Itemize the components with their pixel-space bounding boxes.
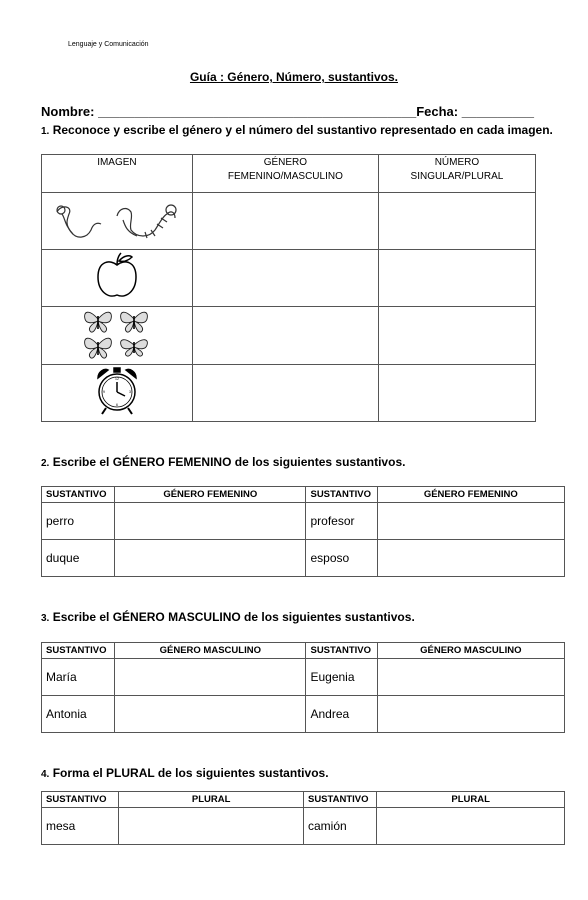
page-title: Guía : Género, Número, sustantivos. bbox=[189, 70, 399, 84]
answer-cell[interactable] bbox=[119, 808, 304, 845]
name-field[interactable]: ____________________________________________ bbox=[98, 104, 417, 119]
noun-cell: duque bbox=[42, 540, 115, 577]
numero-answer[interactable] bbox=[378, 250, 535, 307]
answer-cell[interactable] bbox=[377, 503, 564, 540]
table-row bbox=[42, 503, 565, 540]
image-cell bbox=[42, 307, 193, 365]
question-1-number: 1. bbox=[41, 126, 50, 137]
noun-cell: perro bbox=[42, 503, 115, 540]
plural-header: PLURAL bbox=[119, 792, 304, 808]
question-1 bbox=[41, 123, 553, 137]
image-cell bbox=[42, 250, 193, 307]
answer-cell[interactable] bbox=[377, 696, 564, 733]
noun-cell: Eugenia bbox=[306, 659, 377, 696]
answer-cell[interactable] bbox=[115, 659, 306, 696]
table-row bbox=[42, 540, 565, 577]
name-date-line bbox=[41, 104, 534, 119]
noun-cell: camión bbox=[303, 808, 376, 845]
question-2-text: Escribe el GÉNERO FEMENINO de los siguientes sustantivos. bbox=[52, 455, 406, 469]
question-1-text: Reconoce y escribe el género y el número del sustantivo representado en cada imagen. bbox=[52, 123, 553, 137]
svg-text:6: 6 bbox=[115, 402, 118, 407]
question-3 bbox=[41, 610, 415, 624]
genero-masculino-header: GÉNERO MASCULINO bbox=[377, 643, 564, 659]
sustantivo-header: SUSTANTIVO bbox=[303, 792, 376, 808]
answer-cell[interactable] bbox=[377, 659, 564, 696]
noun-cell: Antonia bbox=[42, 696, 115, 733]
genero-answer[interactable] bbox=[192, 307, 378, 365]
numero-answer[interactable] bbox=[378, 193, 535, 250]
sustantivo-header: SUSTANTIVO bbox=[42, 792, 119, 808]
question-2-number: 2. bbox=[41, 458, 50, 469]
alarm-clock-icon bbox=[94, 366, 140, 416]
numero-header: NÚMERO SINGULAR/PLURAL bbox=[378, 155, 535, 193]
svg-text:3: 3 bbox=[128, 389, 131, 394]
genero-answer[interactable] bbox=[192, 365, 378, 422]
genero-femenino-header: GÉNERO FEMENINO bbox=[115, 487, 306, 503]
genero-answer[interactable] bbox=[192, 250, 378, 307]
image-cell bbox=[42, 365, 193, 422]
noun-cell: María bbox=[42, 659, 115, 696]
question-3-text: Escribe el GÉNERO MASCULINO de los siguientes sustantivos. bbox=[52, 610, 415, 624]
subject-header: Lenguaje y Comunicación bbox=[68, 41, 149, 48]
noun-cell: mesa bbox=[42, 808, 119, 845]
table-row bbox=[42, 696, 565, 733]
svg-text:12: 12 bbox=[114, 376, 119, 381]
name-label: Nombre: bbox=[41, 104, 95, 119]
answer-cell[interactable] bbox=[377, 540, 564, 577]
svg-text:9: 9 bbox=[102, 389, 105, 394]
answer-cell[interactable] bbox=[115, 540, 306, 577]
noun-cell: esposo bbox=[306, 540, 377, 577]
question-4-number: 4. bbox=[41, 769, 50, 780]
image-table bbox=[41, 154, 536, 422]
sustantivo-header: SUSTANTIVO bbox=[306, 643, 377, 659]
butterflies-icon bbox=[81, 307, 153, 359]
imagen-header: IMAGEN bbox=[42, 155, 193, 193]
date-field[interactable]: __________ bbox=[461, 104, 535, 119]
numero-answer[interactable] bbox=[378, 365, 535, 422]
genero-answer[interactable] bbox=[192, 193, 378, 250]
question-4 bbox=[41, 766, 329, 780]
plural-header: PLURAL bbox=[377, 792, 565, 808]
femenino-table bbox=[41, 486, 565, 577]
noun-cell: profesor bbox=[306, 503, 377, 540]
image-cell bbox=[42, 193, 193, 250]
genero-masculino-header: GÉNERO MASCULINO bbox=[115, 643, 306, 659]
masculino-table bbox=[41, 642, 565, 733]
genero-header: GÉNERO FEMENINO/MASCULINO bbox=[192, 155, 378, 193]
table-row bbox=[42, 659, 565, 696]
answer-cell[interactable] bbox=[115, 503, 306, 540]
sustantivo-header: SUSTANTIVO bbox=[42, 487, 115, 503]
plural-table bbox=[41, 791, 565, 845]
noun-cell: Andrea bbox=[306, 696, 377, 733]
genero-femenino-header: GÉNERO FEMENINO bbox=[377, 487, 564, 503]
date-label: Fecha: bbox=[416, 104, 459, 119]
sustantivo-header: SUSTANTIVO bbox=[306, 487, 377, 503]
question-3-number: 3. bbox=[41, 613, 50, 624]
apple-icon bbox=[92, 251, 142, 301]
answer-cell[interactable] bbox=[115, 696, 306, 733]
worms-icon bbox=[47, 194, 187, 244]
numero-answer[interactable] bbox=[378, 307, 535, 365]
answer-cell[interactable] bbox=[377, 808, 565, 845]
question-2 bbox=[41, 455, 405, 469]
sustantivo-header: SUSTANTIVO bbox=[42, 643, 115, 659]
table-row bbox=[42, 808, 565, 845]
question-4-text: Forma el PLURAL de los siguientes sustantivos. bbox=[52, 766, 329, 780]
